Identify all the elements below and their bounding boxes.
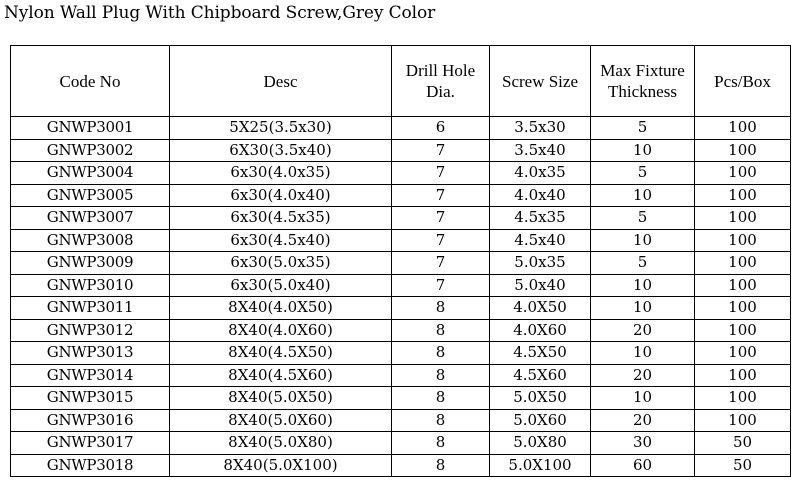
- cell-screw: 3.5x40: [490, 139, 591, 162]
- cell-drill: 7: [392, 162, 490, 185]
- cell-drill: 8: [392, 297, 490, 320]
- cell-screw: 5.0X80: [490, 432, 591, 455]
- product-spec-table: [10, 45, 791, 477]
- cell-code: GNWP3008: [11, 229, 170, 252]
- table-row: [11, 454, 791, 477]
- cell-drill: 8: [392, 364, 490, 387]
- table-row: [11, 139, 791, 162]
- cell-drill: 7: [392, 207, 490, 230]
- cell-screw: 4.0x40: [490, 184, 591, 207]
- cell-pcs: 100: [695, 409, 791, 432]
- table-row: [11, 229, 791, 252]
- cell-desc: 6x30(4.0x35): [170, 162, 392, 185]
- cell-code: GNWP3018: [11, 454, 170, 477]
- cell-code: GNWP3010: [11, 274, 170, 297]
- cell-screw: 3.5x30: [490, 117, 591, 140]
- table-row: [11, 364, 791, 387]
- cell-pcs: 100: [695, 229, 791, 252]
- cell-code: GNWP3013: [11, 342, 170, 365]
- header-code-no: Code No: [11, 46, 170, 117]
- cell-fixture: 30: [591, 432, 695, 455]
- cell-code: GNWP3005: [11, 184, 170, 207]
- cell-pcs: 100: [695, 139, 791, 162]
- cell-code: GNWP3009: [11, 252, 170, 275]
- cell-fixture: 5: [591, 207, 695, 230]
- cell-desc: 6x30(4.5x40): [170, 229, 392, 252]
- cell-pcs: 50: [695, 454, 791, 477]
- cell-pcs: 100: [695, 252, 791, 275]
- header-pcs-per-box: Pcs/Box: [695, 46, 791, 117]
- table-body: [11, 117, 791, 477]
- header-max-fixture-thickness: Max Fixture Thickness: [591, 46, 695, 117]
- table-row: [11, 319, 791, 342]
- cell-fixture: 10: [591, 274, 695, 297]
- header-desc: Desc: [170, 46, 392, 117]
- cell-pcs: 100: [695, 207, 791, 230]
- cell-desc: 8X40(5.0X50): [170, 387, 392, 410]
- cell-desc: 8X40(4.0X60): [170, 319, 392, 342]
- cell-code: GNWP3015: [11, 387, 170, 410]
- cell-pcs: 100: [695, 387, 791, 410]
- cell-screw: 5.0X60: [490, 409, 591, 432]
- cell-screw: 4.0X60: [490, 319, 591, 342]
- header-drill-hole-dia: Drill Hole Dia.: [392, 46, 490, 117]
- cell-desc: 5X25(3.5x30): [170, 117, 392, 140]
- cell-drill: 8: [392, 342, 490, 365]
- cell-fixture: 10: [591, 229, 695, 252]
- cell-screw: 4.0X50: [490, 297, 591, 320]
- cell-fixture: 20: [591, 319, 695, 342]
- cell-desc: 6X30(3.5x40): [170, 139, 392, 162]
- cell-code: GNWP3002: [11, 139, 170, 162]
- table-row: [11, 252, 791, 275]
- cell-pcs: 100: [695, 364, 791, 387]
- cell-code: GNWP3014: [11, 364, 170, 387]
- cell-screw: 5.0x40: [490, 274, 591, 297]
- cell-pcs: 100: [695, 184, 791, 207]
- cell-screw: 4.5x35: [490, 207, 591, 230]
- table-row: [11, 432, 791, 455]
- cell-fixture: 5: [591, 117, 695, 140]
- cell-code: GNWP3016: [11, 409, 170, 432]
- cell-drill: 8: [392, 454, 490, 477]
- cell-desc: 8X40(5.0X60): [170, 409, 392, 432]
- cell-screw: 4.5x40: [490, 229, 591, 252]
- cell-desc: 8X40(4.0X50): [170, 297, 392, 320]
- cell-drill: 8: [392, 319, 490, 342]
- cell-screw: 4.5X60: [490, 364, 591, 387]
- cell-drill: 7: [392, 274, 490, 297]
- cell-desc: 8X40(5.0X100): [170, 454, 392, 477]
- cell-screw: 5.0X100: [490, 454, 591, 477]
- table-row: [11, 117, 791, 140]
- table-row: [11, 207, 791, 230]
- cell-drill: 6: [392, 117, 490, 140]
- cell-code: GNWP3012: [11, 319, 170, 342]
- cell-desc: 6x30(4.0x40): [170, 184, 392, 207]
- cell-desc: 6x30(4.5x35): [170, 207, 392, 230]
- cell-fixture: 20: [591, 409, 695, 432]
- cell-desc: 8X40(4.5X50): [170, 342, 392, 365]
- cell-drill: 7: [392, 184, 490, 207]
- cell-pcs: 100: [695, 162, 791, 185]
- cell-code: GNWP3004: [11, 162, 170, 185]
- table-row: [11, 297, 791, 320]
- header-screw-size: Screw Size: [490, 46, 591, 117]
- cell-pcs: 100: [695, 342, 791, 365]
- table-row: [11, 342, 791, 365]
- cell-drill: 8: [392, 432, 490, 455]
- cell-fixture: 10: [591, 184, 695, 207]
- cell-screw: 5.0x35: [490, 252, 591, 275]
- cell-screw: 4.5X50: [490, 342, 591, 365]
- cell-pcs: 100: [695, 319, 791, 342]
- table-row: [11, 387, 791, 410]
- table-row: [11, 274, 791, 297]
- cell-fixture: 5: [591, 162, 695, 185]
- cell-desc: 8X40(4.5X60): [170, 364, 392, 387]
- cell-pcs: 50: [695, 432, 791, 455]
- cell-desc: 6x30(5.0x35): [170, 252, 392, 275]
- cell-fixture: 60: [591, 454, 695, 477]
- cell-drill: 7: [392, 229, 490, 252]
- cell-screw: 5.0X50: [490, 387, 591, 410]
- cell-fixture: 10: [591, 297, 695, 320]
- cell-drill: 7: [392, 252, 490, 275]
- cell-fixture: 10: [591, 342, 695, 365]
- cell-code: GNWP3001: [11, 117, 170, 140]
- cell-drill: 8: [392, 409, 490, 432]
- cell-code: GNWP3011: [11, 297, 170, 320]
- cell-desc: 6x30(5.0x40): [170, 274, 392, 297]
- page-title: Nylon Wall Plug With Chipboard Screw,Grey Color: [4, 3, 436, 23]
- cell-screw: 4.0x35: [490, 162, 591, 185]
- cell-fixture: 5: [591, 252, 695, 275]
- table-row: [11, 184, 791, 207]
- cell-code: GNWP3017: [11, 432, 170, 455]
- cell-pcs: 100: [695, 297, 791, 320]
- cell-drill: 7: [392, 139, 490, 162]
- cell-pcs: 100: [695, 117, 791, 140]
- cell-fixture: 10: [591, 387, 695, 410]
- table-header-row: [11, 46, 791, 117]
- cell-code: GNWP3007: [11, 207, 170, 230]
- cell-fixture: 20: [591, 364, 695, 387]
- cell-pcs: 100: [695, 274, 791, 297]
- cell-desc: 8X40(5.0X80): [170, 432, 392, 455]
- table-row: [11, 409, 791, 432]
- cell-drill: 8: [392, 387, 490, 410]
- table-row: [11, 162, 791, 185]
- cell-fixture: 10: [591, 139, 695, 162]
